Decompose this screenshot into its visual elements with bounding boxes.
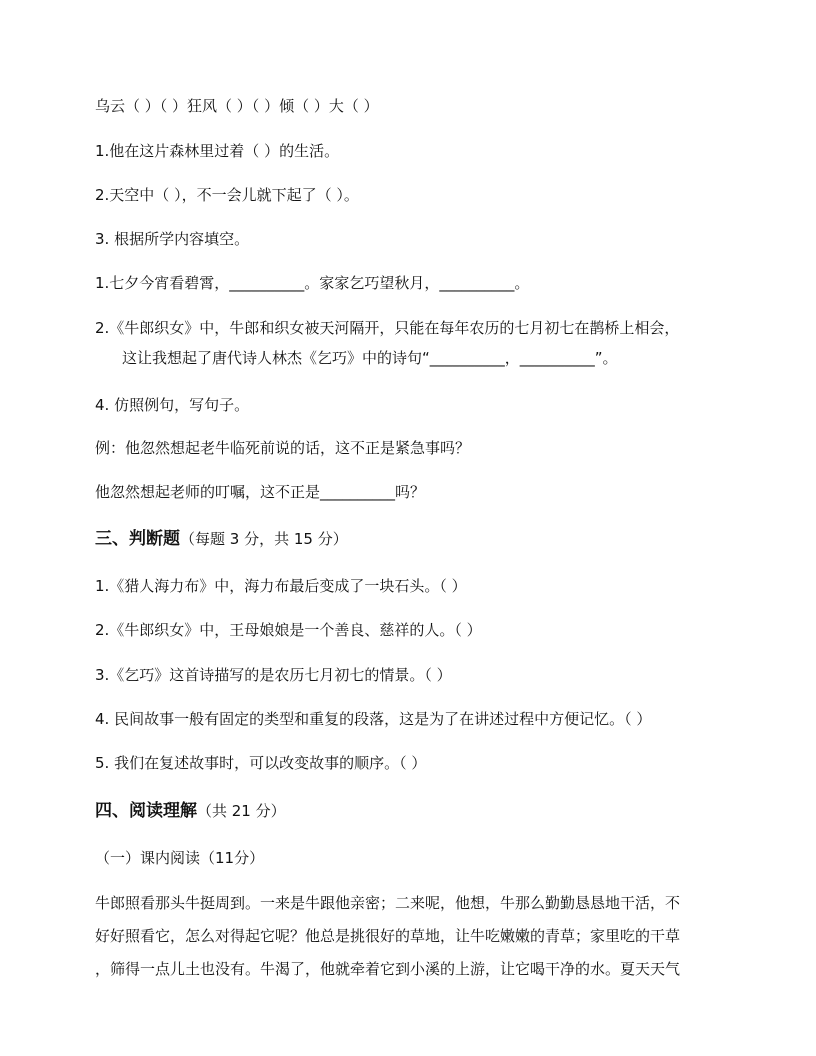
question-3-title: 3. 根据所学内容填空。: [95, 230, 250, 248]
judgment-item-1: 1.《猎人海力布》中，海力布最后变成了一块石头。（ ）: [95, 577, 467, 595]
story-fill-question-line-1: 2.《牛郎织女》中，牛郎和织女被天河隔开，只能在每年农历的七月初七在鹊桥上相会，: [95, 319, 680, 337]
fill-question-1: 1.他在这片森林里过着（ ）的生活。: [95, 142, 340, 160]
section-3-title: 三、判断题: [95, 529, 180, 549]
judgment-item-3: 3.《乞巧》这首诗描写的是农历七月初七的情景。（ ）: [95, 666, 452, 684]
section-3-heading: [95, 528, 348, 550]
passage-line-1: 牛郎照看那头牛挺周到。一来是牛跟他亲密；二来呢，他想，牛那么勤勤恳恳地干活，不: [95, 894, 681, 912]
section-4-title: 四、阅读理解: [95, 801, 197, 821]
poem-fill-question: 1.七夕今宵看碧霄，__________。家家乞巧望秋月，__________。: [95, 274, 530, 292]
fill-question-2: 2.天空中（ ），不一会儿就下起了（ ）。: [95, 186, 359, 204]
section-4-score: （共 21 分）: [197, 802, 286, 820]
judgment-item-4: 4. 民间故事一般有固定的类型和重复的段落，这是为了在讲述过程中方便记忆。（ ）: [95, 710, 652, 728]
passage-line-3: ，筛得一点儿土也没有。牛渴了，他就牵着它到小溪的上游，让它喝干净的水。夏天天气: [95, 960, 681, 978]
story-fill-question-line-2: 这让我想起了唐代诗人林杰《乞巧》中的诗句“__________，__________”。: [122, 349, 618, 367]
subsection-title: （一）课内阅读（11分）: [95, 849, 265, 867]
imitation-task: 他忽然想起老师的叮嘱，这不正是__________吗？: [95, 483, 426, 501]
section-3-score: （每题 3 分，共 15 分）: [180, 530, 348, 548]
example-sentence: 例：他忽然想起老牛临死前说的话，这不正是紧急事吗？: [95, 439, 471, 457]
judgment-item-5: 5. 我们在复述故事时，可以改变故事的顺序。（ ）: [95, 754, 427, 772]
judgment-item-2: 2.《牛郎织女》中，王母娘娘是一个善良、慈祥的人。（ ）: [95, 621, 482, 639]
section-4-heading: [95, 800, 286, 822]
word-fill-line: 乌云（ ）（ ）狂风（ ）（ ）倾（ ）大（ ）: [95, 97, 379, 115]
passage-line-2: 好好照看它，怎么对得起它呢？他总是挑很好的草地，让牛吃嫩嫩的青草；家里吃的干草: [95, 927, 681, 945]
question-4-title: 4. 仿照例句，写句子。: [95, 396, 250, 414]
